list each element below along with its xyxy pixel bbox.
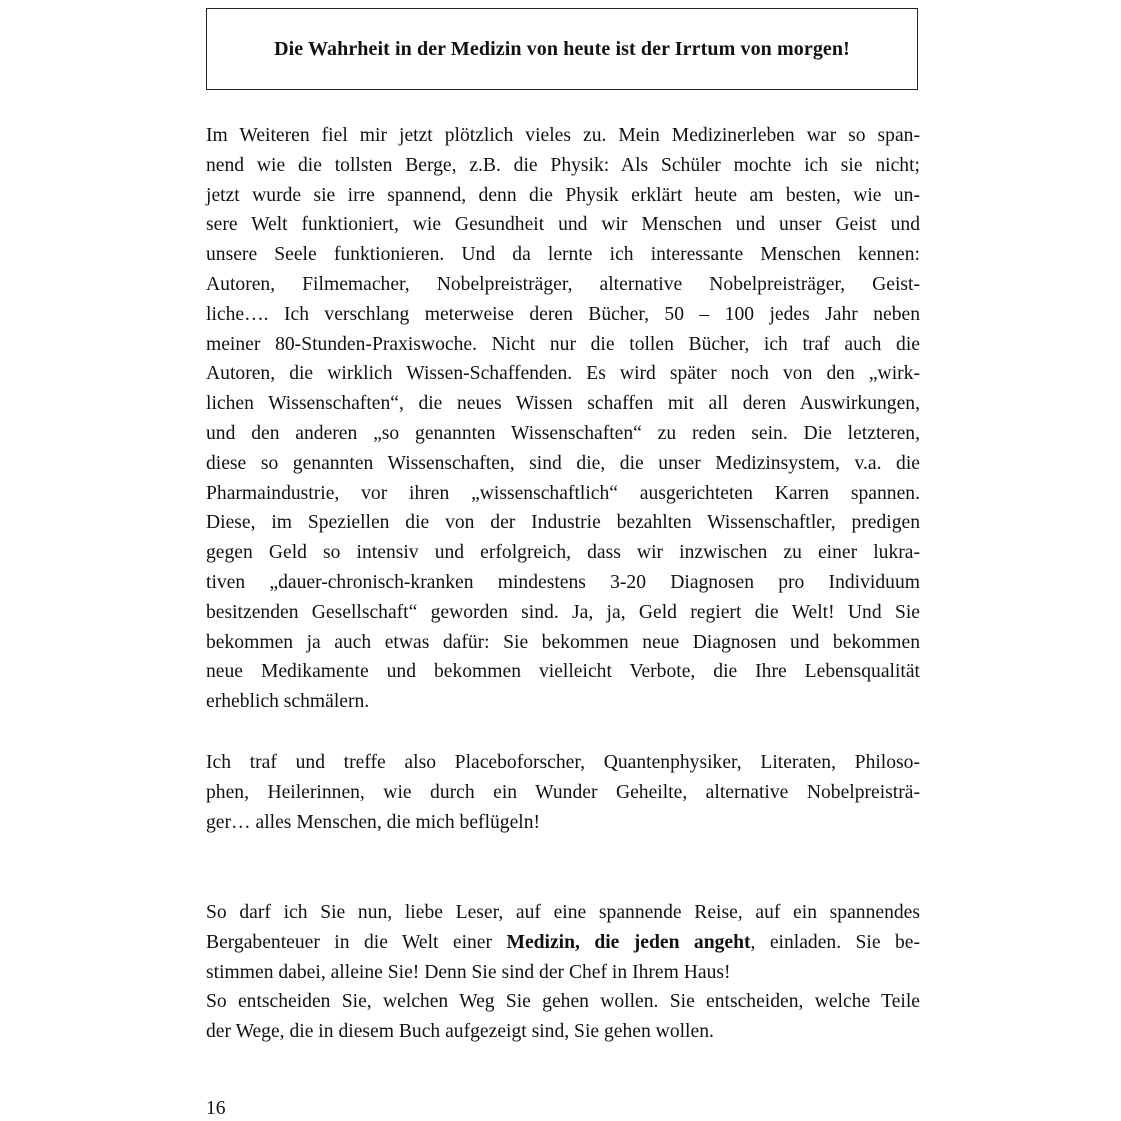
text-line: bekommen ja auch etwas dafür: Sie bekommen neue Diagnosen und bekommen — [206, 631, 920, 653]
text-line: gegen Geld so intensiv und erfolgreich, dass wir inzwischen zu einer lukra- — [206, 542, 920, 564]
paragraph-1 — [206, 121, 920, 717]
text-line: unsere Seele funktionieren. Und da lernte ich interessante Menschen kennen: — [206, 244, 920, 266]
text-line: Im Weiteren fiel mir jetzt plötzlich vieles zu. Mein Medizinerleben war so span- — [206, 125, 920, 146]
paragraph-3 — [206, 898, 920, 1047]
text-line: jetzt wurde sie irre spannend, denn die Physik erklärt heute am besten, wie un- — [206, 184, 920, 206]
text-line: tiven „dauer-chronisch-kranken mindestens 3-20 Diagnosen pro Individuum — [206, 571, 920, 593]
text-line: Autoren, Filmemacher, Nobelpreisträger, alternative Nobelpreisträger, Geist- — [206, 273, 920, 295]
quote-text: Die Wahrheit in der Medizin von heute ist der Irrtum von morgen! — [274, 37, 850, 60]
paragraph-2 — [206, 748, 920, 837]
quote-box — [206, 8, 918, 90]
text-line: neue Medikamente und bekommen vielleicht Verbote, die Ihre Lebensqualität — [206, 661, 920, 683]
text-line: So darf ich Sie nun, liebe Leser, auf eine spannende Reise, auf ein spannendes — [206, 902, 920, 923]
emphasis-text: Medizin, die jeden angeht — [506, 931, 751, 953]
text-line: So entscheiden Sie, welchen Weg Sie gehen wollen. Sie entscheiden, welche Teile — [206, 991, 920, 1013]
text-line: besitzenden Gesellschaft“ geworden sind. Ja, ja, Geld regiert die Welt! Und Sie — [206, 601, 920, 623]
text-line: stimmen dabei, alleine Sie! Denn Sie sind der Chef in Ihrem Haus! — [206, 961, 731, 983]
text-line: nend wie die tollsten Berge, z.B. die Physik: Als Schüler mochte ich sie nicht; — [206, 154, 920, 176]
text-line: lichen Wissenschaften“, die neues Wissen schaffen mit all deren Auswirkungen, — [206, 393, 920, 415]
text-segment: Bergabenteuer in die Welt einer — [206, 931, 507, 953]
text-line: erheblich schmälern. — [206, 691, 370, 713]
text-line: ger… alles Menschen, die mich beflügeln! — [206, 811, 541, 833]
text-line: phen, Heilerinnen, wie durch ein Wunder Geheilte, alternative Nobelpreisträ- — [206, 781, 920, 803]
text-line: und den anderen „so genannten Wissenschaften“ zu reden sein. Die letzteren, — [206, 422, 920, 444]
text-line: meiner 80-Stunden-Praxiswoche. Nicht nur die tollen Bücher, ich traf auch die — [206, 333, 920, 355]
text-line: der Wege, die in diesem Buch aufgezeigt sind, Sie gehen wollen. — [206, 1021, 714, 1043]
text-line: Ich traf und treffe also Placeboforscher, Quantenphysiker, Literaten, Philoso- — [206, 752, 920, 773]
text-line: diese so genannten Wissenschaften, sind die, die unser Medizinsystem, v.a. die — [206, 452, 920, 474]
text-line-with-emphasis — [206, 928, 920, 958]
page-number: 16 — [206, 1098, 226, 1119]
text-line: Pharmaindustrie, vor ihren „wissenschaftlich“ ausgerichteten Karren spannen. — [206, 482, 920, 504]
text-segment: , einladen. Sie be- — [750, 931, 920, 953]
text-line: Autoren, die wirklich Wissen-Schaffenden. Es wird später noch von den „wirk- — [206, 363, 920, 385]
text-line: Diese, im Speziellen die von der Industrie bezahlten Wissenschaftler, predigen — [206, 512, 920, 534]
text-line: liche…. Ich verschlang meterweise deren Bücher, 50 – 100 jedes Jahr neben — [206, 303, 920, 325]
text-line: sere Welt funktioniert, wie Gesundheit und wir Menschen und unser Geist und — [206, 214, 920, 236]
